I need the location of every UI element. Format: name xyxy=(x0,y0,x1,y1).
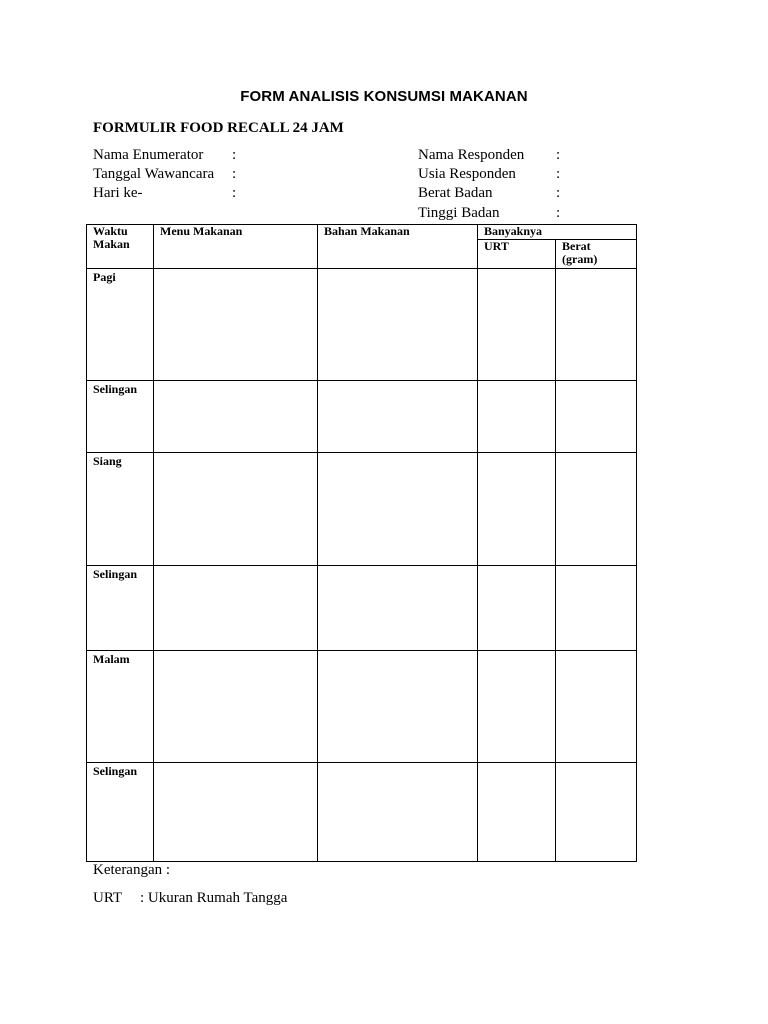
cell-menu-pagi[interactable] xyxy=(154,269,318,381)
field-tanggal-wawancara-label: Tanggal Wawancara xyxy=(93,166,215,182)
header-waktu-line2: Makan xyxy=(93,237,130,251)
header-waktu-line1: Waktu xyxy=(93,224,128,238)
table-row-malam xyxy=(87,651,637,763)
cell-menu-selingan-1[interactable] xyxy=(154,381,318,453)
cell-bahan-pagi[interactable] xyxy=(318,269,478,381)
field-nama-enumerator-label: Nama Enumerator xyxy=(93,147,204,163)
table-row-selingan-3 xyxy=(87,763,637,862)
cell-berat-pagi[interactable] xyxy=(556,269,637,381)
row-label-selingan-3: Selingan xyxy=(87,763,154,862)
cell-urt-siang[interactable] xyxy=(478,453,556,566)
cell-menu-malam[interactable] xyxy=(154,651,318,763)
field-tanggal-wawancara-colon: : xyxy=(232,166,237,182)
keterangan-label: Keterangan : xyxy=(93,862,171,878)
field-hari-ke-label: Hari ke- xyxy=(93,185,143,201)
cell-urt-malam[interactable] xyxy=(478,651,556,763)
row-label-pagi: Pagi xyxy=(87,269,154,381)
urt-abbreviation: URT xyxy=(93,890,123,906)
table-row-pagi xyxy=(87,269,637,381)
table-row-selingan-1 xyxy=(87,381,637,453)
table-row-siang xyxy=(87,453,637,566)
form-title: FORM ANALISIS KONSUMSI MAKANAN xyxy=(240,88,528,105)
field-usia-responden-label: Usia Responden xyxy=(418,166,516,182)
header-berat-gram xyxy=(556,240,637,269)
field-berat-badan-label: Berat Badan xyxy=(418,185,493,201)
header-bahan-makanan: Bahan Makanan xyxy=(318,225,478,269)
cell-bahan-siang[interactable] xyxy=(318,453,478,566)
header-banyaknya: Banyaknya xyxy=(478,225,637,240)
cell-berat-selingan-1[interactable] xyxy=(556,381,637,453)
header-berat-line2: (gram) xyxy=(562,252,598,266)
field-nama-responden-colon: : xyxy=(556,147,561,163)
row-label-malam: Malam xyxy=(87,651,154,763)
field-usia-responden-colon: : xyxy=(556,166,561,182)
cell-bahan-selingan-1[interactable] xyxy=(318,381,478,453)
field-nama-responden-label: Nama Responden xyxy=(418,147,525,163)
cell-urt-selingan-2[interactable] xyxy=(478,566,556,651)
cell-berat-selingan-3[interactable] xyxy=(556,763,637,862)
field-hari-ke-colon: : xyxy=(232,185,237,201)
row-label-selingan-1: Selingan xyxy=(87,381,154,453)
cell-berat-selingan-2[interactable] xyxy=(556,566,637,651)
field-nama-enumerator-colon: : xyxy=(232,147,237,163)
urt-definition: : Ukuran Rumah Tangga xyxy=(140,890,288,906)
cell-urt-selingan-3[interactable] xyxy=(478,763,556,862)
row-label-selingan-2: Selingan xyxy=(87,566,154,651)
header-waktu-makan xyxy=(87,225,154,269)
field-tinggi-badan-label: Tinggi Badan xyxy=(418,205,500,221)
table-row-selingan-2 xyxy=(87,566,637,651)
cell-bahan-selingan-2[interactable] xyxy=(318,566,478,651)
cell-menu-siang[interactable] xyxy=(154,453,318,566)
form-subtitle: FORMULIR FOOD RECALL 24 JAM xyxy=(93,120,344,136)
cell-urt-pagi[interactable] xyxy=(478,269,556,381)
header-menu-makanan: Menu Makanan xyxy=(154,225,318,269)
header-berat-line1: Berat xyxy=(562,239,591,253)
cell-bahan-selingan-3[interactable] xyxy=(318,763,478,862)
field-berat-badan-colon: : xyxy=(556,185,561,201)
field-tinggi-badan-colon: : xyxy=(556,205,561,221)
cell-menu-selingan-3[interactable] xyxy=(154,763,318,862)
row-label-siang: Siang xyxy=(87,453,154,566)
cell-menu-selingan-2[interactable] xyxy=(154,566,318,651)
cell-berat-siang[interactable] xyxy=(556,453,637,566)
cell-bahan-malam[interactable] xyxy=(318,651,478,763)
cell-urt-selingan-1[interactable] xyxy=(478,381,556,453)
cell-berat-malam[interactable] xyxy=(556,651,637,763)
food-recall-table xyxy=(86,224,637,862)
header-urt: URT xyxy=(478,240,556,269)
